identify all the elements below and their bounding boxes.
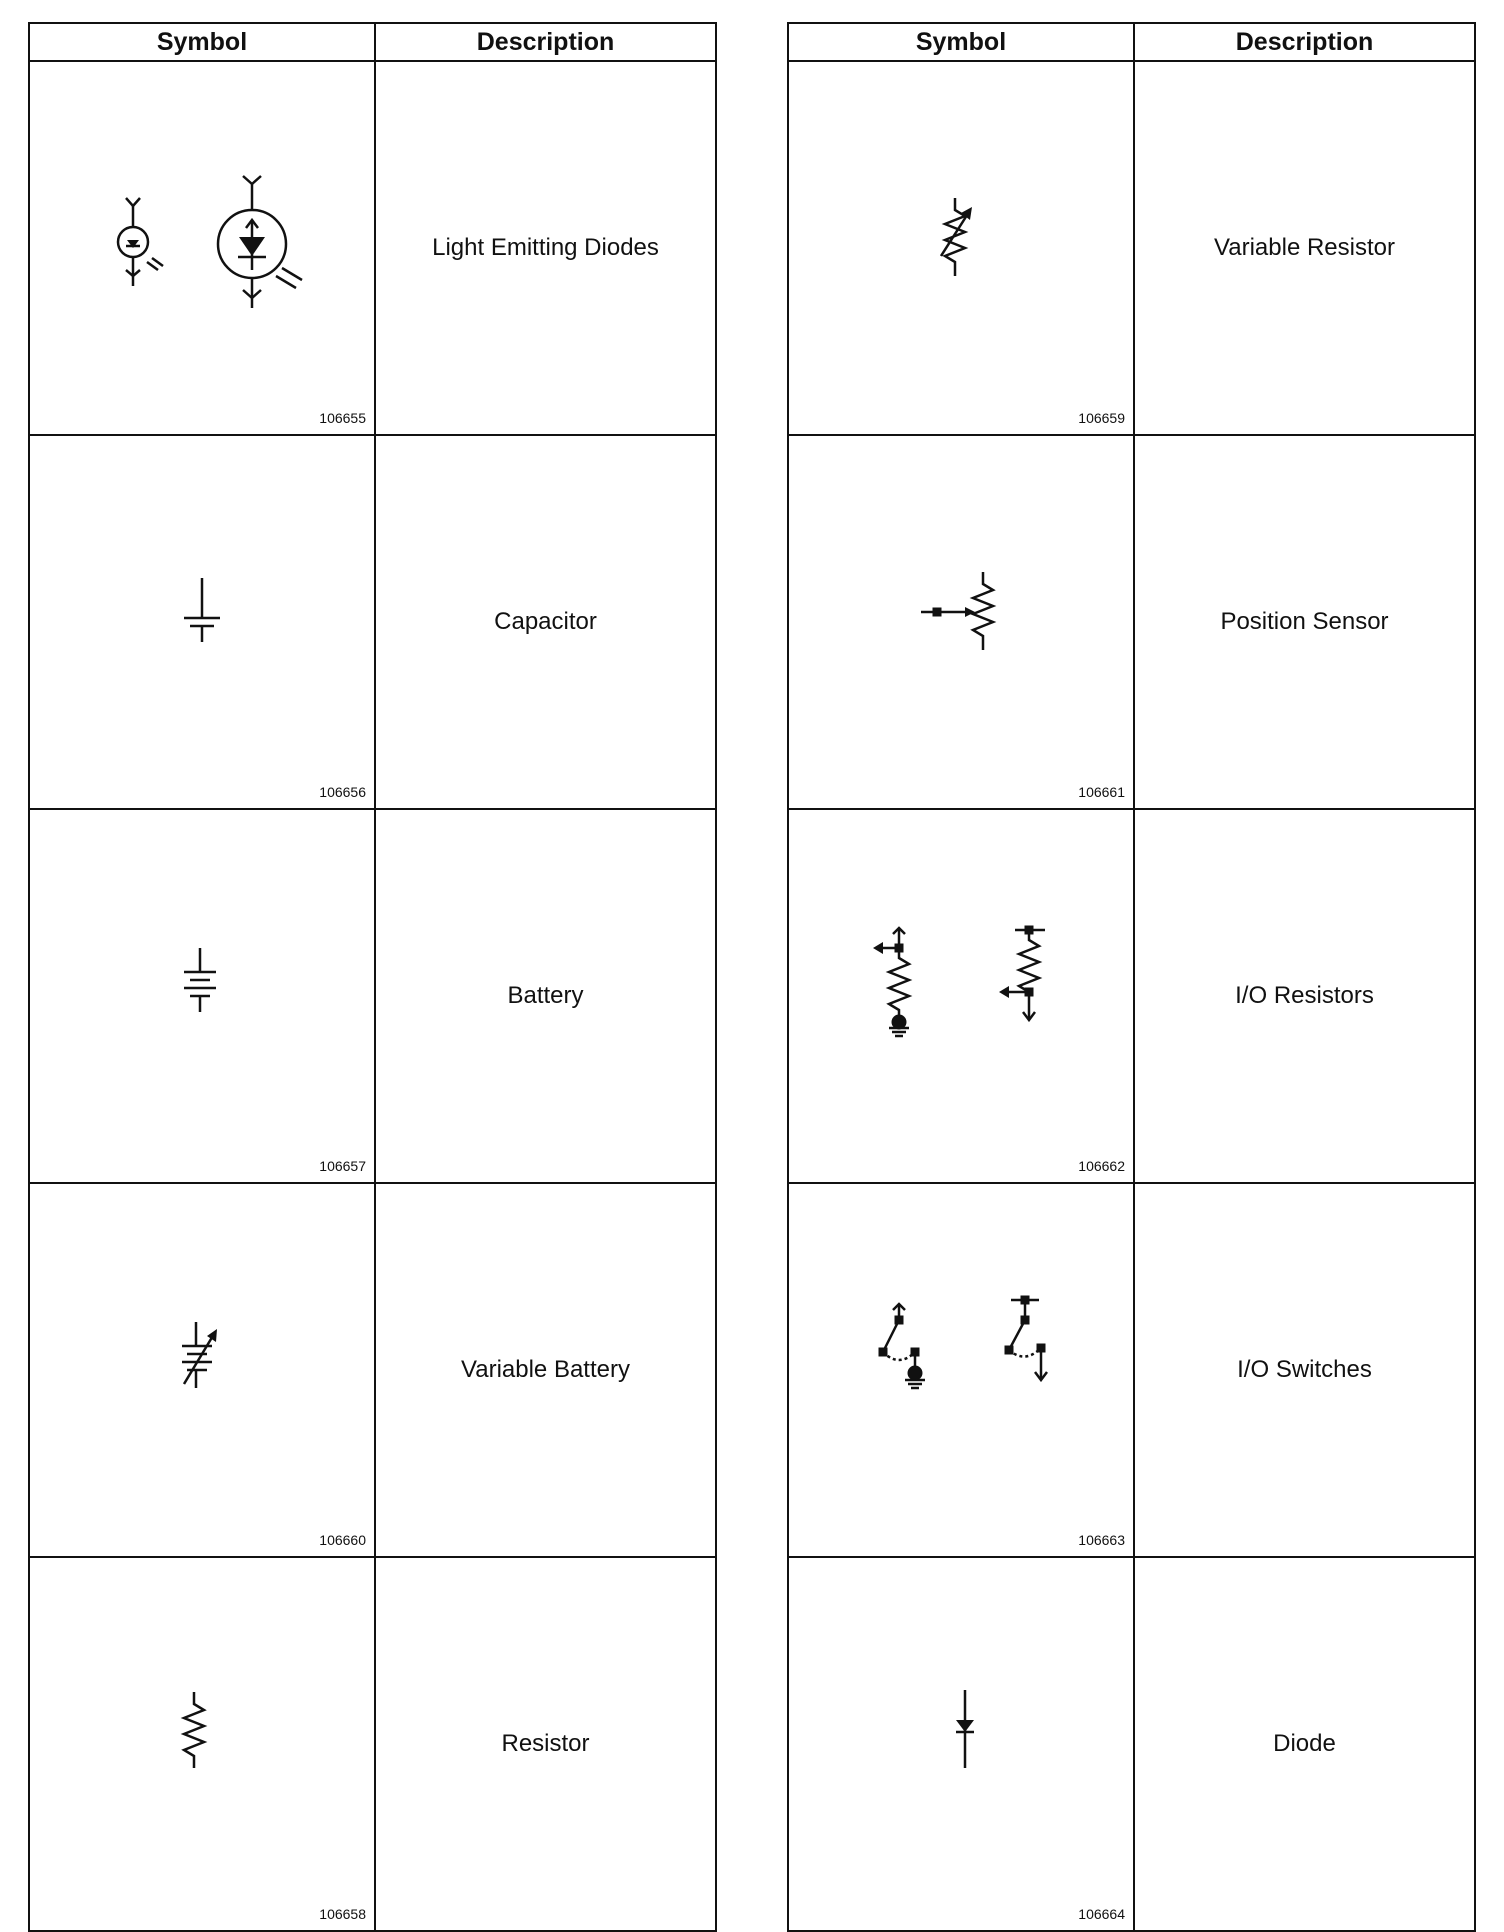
io-switches-icon (789, 1184, 1135, 1556)
symbol-cell (29, 1183, 375, 1557)
figure-code: 106658 (319, 1906, 366, 1922)
figure-code: 106657 (319, 1158, 366, 1174)
symbol-cell (788, 1183, 1134, 1557)
table-row (29, 61, 716, 435)
symbol-column-header: Symbol (29, 23, 375, 61)
symbol-column-header: Symbol (788, 23, 1134, 61)
table-row (29, 1183, 716, 1557)
figure-code: 106661 (1078, 784, 1125, 800)
symbol-table-right (787, 22, 1476, 1932)
table-row (29, 435, 716, 809)
table-row (788, 61, 1475, 435)
figure-code: 106663 (1078, 1532, 1125, 1548)
description-column-header: Description (375, 23, 716, 61)
description-cell: Capacitor (375, 435, 716, 809)
figure-code: 106664 (1078, 1906, 1125, 1922)
symbol-cell (788, 1557, 1134, 1931)
figure-code: 106655 (319, 410, 366, 426)
description-cell: Variable Resistor (1134, 61, 1475, 435)
light-emitting-diodes-icon (30, 62, 376, 434)
resistor-icon (30, 1558, 376, 1930)
symbol-table-left (28, 22, 717, 1932)
description-column-header: Description (1134, 23, 1475, 61)
symbol-cell (788, 61, 1134, 435)
description-cell: Diode (1134, 1557, 1475, 1931)
symbol-cell (29, 435, 375, 809)
table-header (29, 23, 716, 61)
symbol-cell (29, 61, 375, 435)
table-row (788, 809, 1475, 1183)
table-row (788, 1557, 1475, 1931)
diode-icon (789, 1558, 1135, 1930)
description-cell: I/O Switches (1134, 1183, 1475, 1557)
symbol-cell (788, 435, 1134, 809)
table-row (788, 1183, 1475, 1557)
position-sensor-icon (789, 436, 1135, 808)
figure-code: 106660 (319, 1532, 366, 1548)
description-cell: Battery (375, 809, 716, 1183)
description-cell: Light Emitting Diodes (375, 61, 716, 435)
variable-battery-icon (30, 1184, 376, 1556)
description-cell: Resistor (375, 1557, 716, 1931)
figure-code: 106656 (319, 784, 366, 800)
symbol-cell (29, 1557, 375, 1931)
figure-code: 106659 (1078, 410, 1125, 426)
description-cell: I/O Resistors (1134, 809, 1475, 1183)
description-cell: Variable Battery (375, 1183, 716, 1557)
table-header (788, 23, 1475, 61)
description-cell: Position Sensor (1134, 435, 1475, 809)
capacitor-icon (30, 436, 376, 808)
table-row (788, 435, 1475, 809)
battery-icon (30, 810, 376, 1182)
table-row (29, 1557, 716, 1931)
symbol-cell (788, 809, 1134, 1183)
figure-code: 106662 (1078, 1158, 1125, 1174)
io-resistors-icon (789, 810, 1135, 1182)
symbol-cell (29, 809, 375, 1183)
variable-resistor-icon (789, 62, 1135, 434)
table-row (29, 809, 716, 1183)
